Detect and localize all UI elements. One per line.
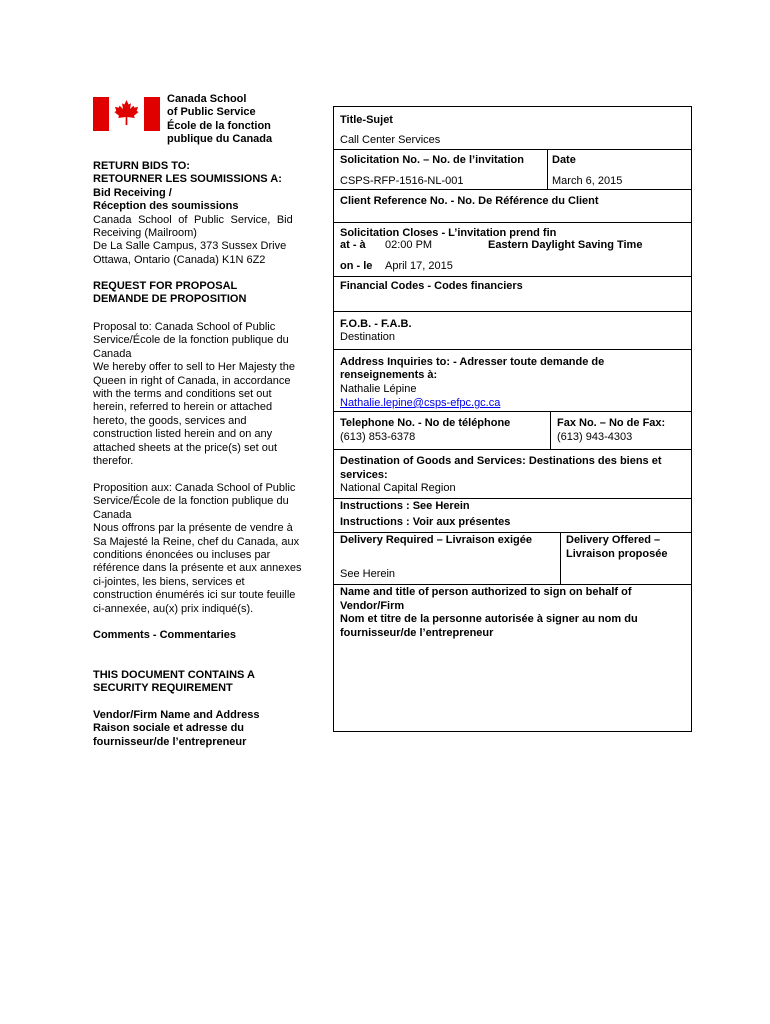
destination-label: services: xyxy=(340,469,388,481)
return-heading: RETURN BIDS TO: xyxy=(93,160,190,172)
proposal-line: Nous offrons par la présente de vendre à xyxy=(93,522,293,535)
solicitation-number-label: Solicitation No. – No. de l’invitation xyxy=(340,154,524,166)
proposal-line: hereto, the goods, services and xyxy=(93,414,247,427)
divider xyxy=(547,149,548,189)
return-heading: Bid Receiving / xyxy=(93,186,172,199)
proposal-english xyxy=(93,321,315,468)
canada-flag-icon xyxy=(93,97,160,131)
proposal-line: Canada xyxy=(93,347,132,360)
inquiries-email-link[interactable]: Nathalie.lepine@csps-efpc.gc.ca xyxy=(340,397,501,409)
divider xyxy=(560,532,561,584)
proposal-line: conditions énoncées ou incluses par xyxy=(93,549,271,562)
proposal-line: Canada xyxy=(93,508,132,521)
closes-date: April 17, 2015 xyxy=(385,260,453,272)
dept-line: of Public Service xyxy=(167,106,256,119)
proposal-line: Queen in right of Canada, in accordance xyxy=(93,374,291,387)
closes-time: 02:00 PM xyxy=(385,239,433,251)
proposal-line: herein, referred to herein or attached xyxy=(93,401,273,414)
title-label: Title-Sujet xyxy=(340,114,393,126)
return-address: Receiving (Mailroom) xyxy=(93,227,197,240)
inquiries-label: renseignements à: xyxy=(340,369,438,381)
proposal-line: Proposal to: Canada School of Public xyxy=(93,321,276,333)
solicitation-number-value: CSPS-RFP-1516-NL-001 xyxy=(340,175,464,187)
closes-on-label: on - le xyxy=(340,260,373,272)
vendor-name-heading xyxy=(93,709,315,749)
proposal-line: construction énumérés ici sur toute feuille xyxy=(93,589,296,602)
vendor-line: fournisseur/de l’entrepreneur xyxy=(93,735,247,748)
return-heading: Réception des soumissions xyxy=(93,200,239,213)
rfp-line: DEMANDE DE PROPOSITION xyxy=(93,293,247,306)
proposal-line: therefor. xyxy=(93,455,134,468)
dept-line: École de la fonction xyxy=(167,119,271,132)
fax-label: Fax No. – No de Fax: xyxy=(557,417,666,429)
comments-heading: Comments - Commentaries xyxy=(93,629,237,641)
dept-line: Canada School xyxy=(167,93,247,105)
inquiries-label: Address Inquiries to: - Adresser toute demande de xyxy=(340,356,605,368)
date-value: March 6, 2015 xyxy=(552,175,623,187)
security-line: SECURITY REQUIREMENT xyxy=(93,682,233,695)
return-address: Ottawa, Ontario (Canada) K1N 6Z2 xyxy=(93,253,266,266)
closes-at-label: at - à xyxy=(340,239,366,251)
divider xyxy=(333,411,692,412)
security-notice xyxy=(93,669,315,696)
request-for-proposal-heading xyxy=(93,280,315,307)
return-address: De La Salle Campus, 373 Sussex Drive xyxy=(93,240,287,253)
proposal-line: Proposition aux: Canada School of Public xyxy=(93,482,296,494)
dept-line: publique du Canada xyxy=(167,133,273,146)
proposal-line: attached sheets at the price(s) set out xyxy=(93,441,278,454)
proposal-line: Service/École de la fonction publique du xyxy=(93,334,289,347)
closes-timezone: Eastern Daylight Saving Time xyxy=(488,239,643,251)
fob-label: F.O.B. - F.A.B. xyxy=(340,318,412,330)
divider xyxy=(333,584,692,585)
department-name xyxy=(167,93,317,147)
telephone-label: Telephone No. - No de téléphone xyxy=(340,417,511,429)
divider xyxy=(333,532,692,533)
divider xyxy=(550,411,551,449)
proposal-line: référence dans la présente et aux annexes xyxy=(93,562,302,575)
instructions-french: Instructions : Voir aux présentes xyxy=(340,516,511,528)
destination-value: National Capital Region xyxy=(340,482,456,494)
delivery-required-label: Delivery Required – Livraison exigée xyxy=(340,534,532,546)
vendor-line: Raison sociale et adresse du xyxy=(93,722,245,735)
proposal-line: ci-jointes, les biens, services et xyxy=(93,575,245,588)
vendor-line: Vendor/Firm Name and Address xyxy=(93,709,260,721)
title-value: Call Center Services xyxy=(340,134,441,146)
delivery-offered-label: Livraison proposée xyxy=(566,548,668,560)
financial-codes-label: Financial Codes - Codes financiers xyxy=(340,280,523,292)
divider xyxy=(333,349,692,350)
proposal-line: We hereby offer to sell to Her Majesty the xyxy=(93,361,295,374)
solicitation-closes-label: Solicitation Closes - L’invitation prend fin xyxy=(340,227,557,239)
fax-value: (613) 943-4303 xyxy=(557,431,633,443)
proposal-line: construction listed herein and on any xyxy=(93,428,273,441)
authorized-signer-label: Vendor/Firm xyxy=(340,600,405,612)
divider xyxy=(333,276,692,277)
proposal-line: ci-annexée, au(x) prix indiqué(s). xyxy=(93,602,254,615)
return-heading: RETOURNER LES SOUMISSIONS A: xyxy=(93,173,282,186)
divider xyxy=(333,311,692,312)
divider xyxy=(333,149,692,150)
proposal-french xyxy=(93,482,315,616)
divider xyxy=(333,189,692,190)
return-bids-section xyxy=(93,160,315,267)
authorized-signer-label: Nom et titre de la personne autorisée à signer au nom du xyxy=(340,613,638,625)
instructions-english: Instructions : See Herein xyxy=(340,500,470,512)
inquiries-contact-name: Nathalie Lépine xyxy=(340,383,417,395)
telephone-value: (613) 853-6378 xyxy=(340,431,416,443)
delivery-required-value: See Herein xyxy=(340,568,396,580)
divider xyxy=(333,222,692,223)
date-label: Date xyxy=(552,154,576,166)
divider xyxy=(333,498,692,499)
authorized-signer-label: fournisseur/de l’entrepreneur xyxy=(340,627,494,639)
return-address: Canada School of Public Service, Bid xyxy=(93,213,293,226)
proposal-line: with the terms and conditions set out xyxy=(93,388,272,401)
authorized-signer-label: Name and title of person authorized to sign on behalf of xyxy=(340,586,632,598)
delivery-offered-label: Delivery Offered – xyxy=(566,534,661,546)
proposal-line: Service/École de la fonction publique du xyxy=(93,495,289,508)
security-line: THIS DOCUMENT CONTAINS A xyxy=(93,669,255,681)
proposal-line: Sa Majesté la Reine, chef du Canada, aux xyxy=(93,535,300,548)
destination-label: Destination of Goods and Services: Destinations des biens et xyxy=(340,455,662,467)
fob-value: Destination xyxy=(340,331,396,343)
divider xyxy=(333,449,692,450)
rfp-line: REQUEST FOR PROPOSAL xyxy=(93,280,238,292)
client-reference-label: Client Reference No. - No. De Référence du Client xyxy=(340,195,599,207)
